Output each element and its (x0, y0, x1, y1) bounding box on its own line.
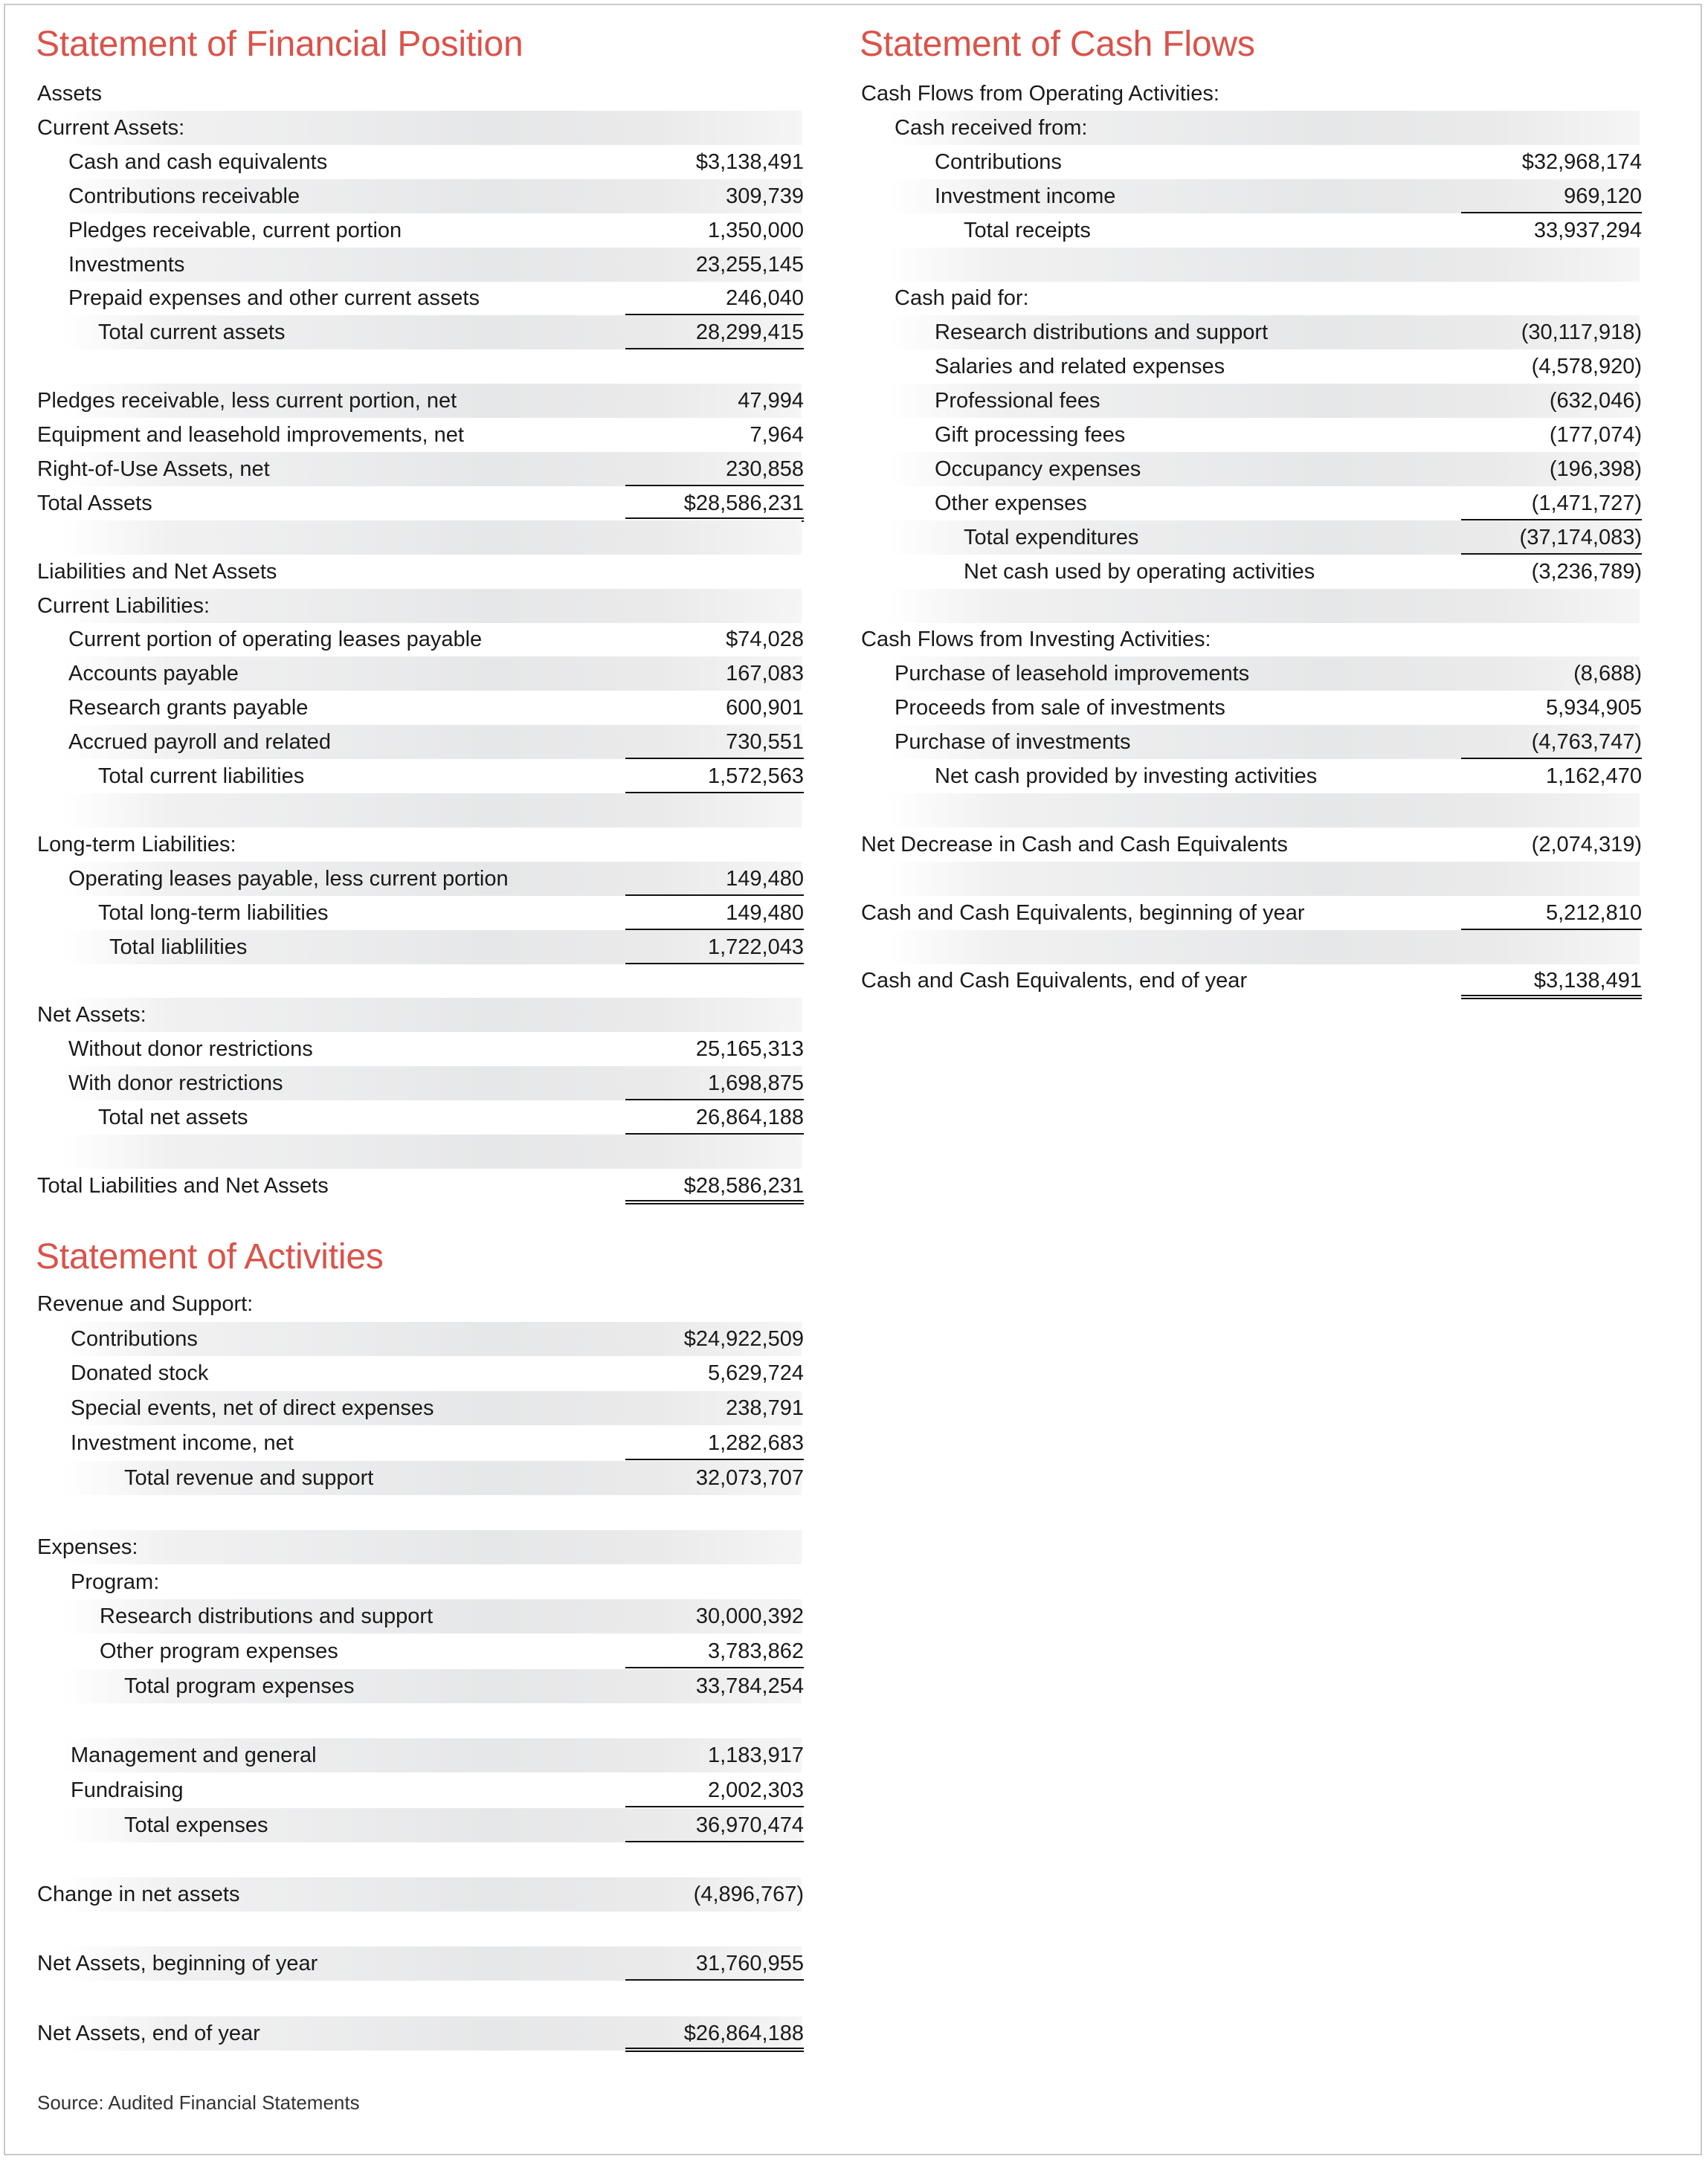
row-label: Net Assets, end of year (37, 2022, 260, 2045)
row-label: Total long-term liabilities (98, 901, 329, 925)
row-label: Purchase of leasehold improvements (895, 662, 1250, 685)
row-value: 730,551 (625, 725, 804, 759)
row-label: Net Decrease in Cash and Cash Equivalents (861, 833, 1288, 856)
spacer-row (0, 1495, 1708, 1529)
spacer-row (0, 1703, 1708, 1738)
row-label: Expenses: (37, 1535, 138, 1559)
statement-row (0, 1287, 1708, 1321)
row-value: $32,968,174 (1521, 150, 1642, 174)
statement-row (0, 1426, 1708, 1460)
row-label: Research distributions and support (100, 1604, 434, 1628)
row-stripe (63, 998, 802, 1032)
row-value: (196,398) (1549, 457, 1642, 481)
row-value: 23,255,145 (695, 253, 804, 277)
row-label: Prepaid expenses and other current assets (68, 286, 480, 310)
row-label: Cash paid for: (895, 286, 1029, 310)
statement-row (0, 1738, 1708, 1772)
row-value: 32,073,707 (695, 1466, 804, 1490)
spacer-row (0, 1912, 1708, 1946)
row-label: Net cash provided by investing activities (935, 764, 1318, 788)
statement-row (0, 418, 1708, 452)
row-label: Fundraising (71, 1778, 184, 1802)
row-value: (30,117,918) (1521, 320, 1642, 344)
row-label: Cash Flows from Operating Activities: (861, 82, 1219, 106)
activities-title: Statement of Activities (36, 1237, 384, 1277)
spacer-row (0, 1135, 1708, 1169)
cash-flows-title: Statement of Cash Flows (860, 25, 1255, 64)
row-value: 167,083 (726, 662, 804, 685)
row-label: Contributions (935, 150, 1062, 174)
row-stripe (63, 1135, 802, 1169)
row-value: (2,074,319) (1531, 833, 1642, 856)
statement-row (0, 349, 1708, 384)
row-label: Without donor restrictions (68, 1037, 313, 1061)
row-label: Salaries and related expenses (935, 355, 1225, 378)
row-label: Cash received from: (895, 116, 1088, 140)
row-label: Professional fees (935, 389, 1100, 413)
row-value: 5,212,810 (1461, 896, 1642, 930)
row-value: 7,964 (750, 423, 804, 447)
row-label: Cash and Cash Equivalents, beginning of year (861, 901, 1305, 925)
row-value: 1,183,917 (707, 1743, 804, 1767)
source-note: Source: Audited Financial Statements (37, 2091, 360, 2114)
row-value: 47,994 (738, 389, 804, 413)
row-label: Net Assets, beginning of year (37, 1952, 318, 1975)
statement-row (0, 1461, 1708, 1495)
row-value: $3,138,491 (695, 150, 804, 174)
statement-row (0, 964, 1708, 998)
statement-row (0, 486, 1708, 520)
statement-row (0, 111, 1708, 145)
spacer-row (0, 862, 1708, 896)
row-label: Contributions (71, 1327, 198, 1351)
row-value: (8,688) (1573, 662, 1642, 685)
statement-row (0, 384, 1708, 418)
row-label: Contributions receivable (68, 184, 300, 208)
row-label: Research distributions and support (935, 320, 1269, 344)
row-value: (1,471,727) (1461, 486, 1642, 520)
statement-row (0, 1032, 1708, 1066)
row-value: 26,864,188 (625, 1100, 804, 1135)
row-label: Total Assets (37, 491, 152, 515)
row-value: 1,162,470 (1545, 764, 1642, 788)
row-value: (37,174,083) (1461, 520, 1642, 555)
row-value: 5,629,724 (707, 1361, 804, 1385)
row-value: 25,165,313 (695, 1037, 804, 1061)
row-label: Cash and Cash Equivalents, end of year (861, 969, 1248, 993)
row-value: 1,698,875 (625, 1066, 804, 1100)
row-value: $28,586,231 (625, 1169, 804, 1204)
row-label: With donor restrictions (68, 1071, 283, 1095)
row-value: 33,937,294 (1533, 219, 1642, 242)
statement-row (0, 896, 1708, 930)
row-label: Pledges receivable, less current portion, net (37, 389, 457, 413)
row-label: Current Liabilities: (37, 594, 210, 618)
statement-row (0, 691, 1708, 725)
row-stripe (63, 1530, 802, 1564)
row-stripe (889, 930, 1640, 964)
row-label: Investment income, net (71, 1431, 294, 1455)
statement-row (0, 759, 1708, 793)
statement-row (0, 827, 1708, 862)
row-value: (3,236,789) (1531, 560, 1642, 584)
row-label: Total current liabilities (98, 764, 305, 788)
row-label: Total liablilities (109, 935, 248, 959)
row-label: Total receipts (964, 219, 1091, 242)
row-label: Total expenditures (964, 526, 1139, 549)
row-value: 28,299,415 (625, 315, 804, 349)
row-value: 36,970,474 (625, 1808, 804, 1842)
spacer-row (0, 1842, 1708, 1877)
statement-row (0, 315, 1708, 349)
financial-position-title: Statement of Financial Position (36, 25, 523, 64)
row-value: (177,074) (1549, 423, 1642, 447)
row-label: Occupancy expenses (935, 457, 1141, 481)
statement-row (0, 145, 1708, 179)
statement-row (0, 1066, 1708, 1100)
row-label: Total net assets (98, 1106, 248, 1129)
row-value: 1,282,683 (625, 1426, 804, 1460)
row-label: Purchase of investments (895, 730, 1131, 754)
row-label: Total expenses (124, 1813, 268, 1837)
statement-row (0, 998, 1708, 1032)
row-value: (4,763,747) (1461, 725, 1642, 759)
row-value: 2,002,303 (625, 1773, 804, 1807)
statement-row (0, 555, 1708, 589)
row-value: $3,138,491 (1461, 964, 1642, 999)
row-label: Total program expenses (124, 1674, 355, 1698)
statement-row (0, 1530, 1708, 1564)
row-label: Total current assets (98, 320, 286, 344)
row-value: $28,586,231 (625, 486, 804, 522)
row-value: 1,350,000 (707, 219, 804, 242)
statement-row (0, 281, 1708, 315)
statement-row (0, 1877, 1708, 1911)
statement-row (0, 1634, 1708, 1668)
statement-row (0, 1565, 1708, 1599)
row-label: Proceeds from sale of investments (895, 696, 1225, 720)
row-stripe (889, 862, 1640, 896)
statement-row (0, 452, 1708, 486)
spacer-row (0, 930, 1708, 964)
statement-row (0, 622, 1708, 656)
row-label: Donated stock (71, 1361, 209, 1385)
row-value: 1,722,043 (625, 930, 804, 964)
row-value: 3,783,862 (625, 1634, 804, 1668)
statement-row (0, 1100, 1708, 1135)
row-label: Net Assets: (37, 1003, 146, 1027)
row-label: Current Assets: (37, 116, 185, 140)
row-value: 30,000,392 (695, 1604, 804, 1628)
row-label: Long-term Liabilities: (37, 833, 236, 856)
row-label: Research grants payable (68, 696, 309, 720)
statement-row (0, 1322, 1708, 1356)
row-label: Operating leases payable, less current portion (68, 867, 509, 891)
statement-row (0, 1169, 1708, 1203)
row-label: Other expenses (935, 491, 1087, 515)
statement-row (0, 1808, 1708, 1842)
row-value: 5,934,905 (1545, 696, 1642, 720)
row-label: Change in net assets (37, 1883, 240, 1906)
row-stripe (889, 248, 1640, 282)
row-value: 1,572,563 (625, 759, 804, 793)
row-value: 238,791 (726, 1396, 804, 1420)
row-value: (4,896,767) (693, 1883, 804, 1906)
spacer-row (0, 589, 1708, 623)
row-label: Gift processing fees (935, 423, 1126, 447)
spacer-row (0, 248, 1708, 282)
row-stripe (889, 589, 1640, 623)
row-label: Total revenue and support (124, 1466, 374, 1490)
row-label: Equipment and leasehold improvements, net (37, 423, 464, 447)
statement-row (0, 213, 1708, 248)
row-value: $26,864,188 (625, 2016, 804, 2052)
row-label: Right-of-Use Assets, net (37, 457, 270, 481)
row-value: 33,784,254 (695, 1674, 804, 1698)
row-value: 309,739 (726, 184, 804, 208)
statement-row (0, 1669, 1708, 1703)
row-label: Pledges receivable, current portion (68, 219, 402, 242)
statement-row (0, 656, 1708, 691)
row-label: Management and general (71, 1743, 317, 1767)
row-value: 600,901 (726, 696, 804, 720)
row-label: Liabilities and Net Assets (37, 560, 277, 584)
statement-row (0, 2016, 1708, 2051)
row-label: Investment income (935, 184, 1116, 208)
row-value: 149,480 (625, 896, 804, 930)
row-value: (4,578,920) (1531, 355, 1642, 378)
row-value: 969,120 (1461, 179, 1642, 213)
statement-row (0, 1946, 1708, 1981)
row-value: 149,480 (625, 862, 804, 896)
statement-row (0, 1773, 1708, 1807)
row-value: 230,858 (625, 452, 804, 486)
row-label: Investments (68, 253, 185, 277)
statement-row (0, 725, 1708, 759)
row-value: 31,760,955 (625, 1946, 804, 1981)
statement-row (0, 1599, 1708, 1633)
row-label: Accounts payable (68, 662, 239, 685)
row-label: Assets (37, 82, 103, 106)
row-stripe (889, 793, 1640, 827)
row-value: 246,040 (625, 281, 804, 315)
statement-row (0, 77, 1708, 111)
statement-row (0, 520, 1708, 555)
row-value: $24,922,509 (683, 1327, 804, 1351)
row-label: Cash and cash equivalents (68, 150, 328, 174)
spacer-row (0, 1981, 1708, 2016)
row-label: Program: (71, 1570, 160, 1594)
row-label: Revenue and Support: (37, 1292, 254, 1316)
row-label: Net cash used by operating activities (964, 560, 1315, 584)
row-label: Current portion of operating leases payable (68, 628, 483, 651)
spacer-row (0, 793, 1708, 827)
row-label: Accrued payroll and related (68, 730, 332, 754)
row-value: $74,028 (726, 628, 804, 651)
statement-row (0, 179, 1708, 213)
row-label: Total Liabilities and Net Assets (37, 1174, 329, 1198)
statement-row (0, 1356, 1708, 1390)
row-label: Cash Flows from Investing Activities: (861, 628, 1211, 651)
row-label: Special events, net of direct expenses (71, 1396, 434, 1420)
row-value: (632,046) (1549, 389, 1642, 413)
statement-row (0, 1391, 1708, 1425)
row-label: Other program expenses (100, 1639, 338, 1663)
